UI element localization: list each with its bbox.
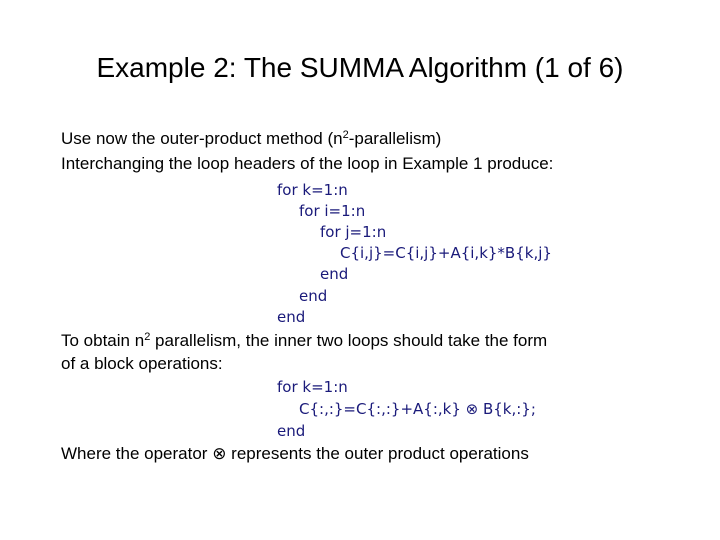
code1-line: for i=1:n [299, 202, 366, 220]
code1-line: C{i,j}=C{i,j}+A{i,k}*B{k,j} [340, 244, 552, 262]
code1-line: end [277, 308, 306, 326]
intro-line-1-post: -parallelism) [348, 129, 442, 148]
intro-line-1-sup: 2 [342, 129, 349, 141]
intro-line-1 [61, 128, 441, 150]
intro-line-2: Interchanging the loop headers of the loop in Example 1 produce: [61, 154, 554, 173]
mid-line-1-sup: 2 [144, 331, 151, 343]
code1-line: for k=1:n [277, 181, 348, 199]
outro-line: Where the operator ⊗ represents the outer product operations [61, 444, 529, 463]
code1-line: end [299, 287, 328, 305]
mid-line-1-post: parallelism, the inner two loops should take the form [150, 331, 548, 350]
code2-line: C{:,:}=C{:,:}+A{:,k} ⊗ B{k,:}; [299, 400, 536, 418]
mid-line-2: of a block operations: [61, 354, 223, 373]
intro-line-1-pre: Use now the outer-product method (n [61, 129, 343, 148]
mid-line-1 [61, 330, 547, 352]
mid-line-1-pre: To obtain n [61, 331, 145, 350]
code2-line: for k=1:n [277, 378, 348, 396]
code1-line: end [320, 265, 349, 283]
code1-line: for j=1:n [320, 223, 387, 241]
code2-line: end [277, 422, 306, 440]
slide-title: Example 2: The SUMMA Algorithm (1 of 6) [96, 52, 624, 83]
